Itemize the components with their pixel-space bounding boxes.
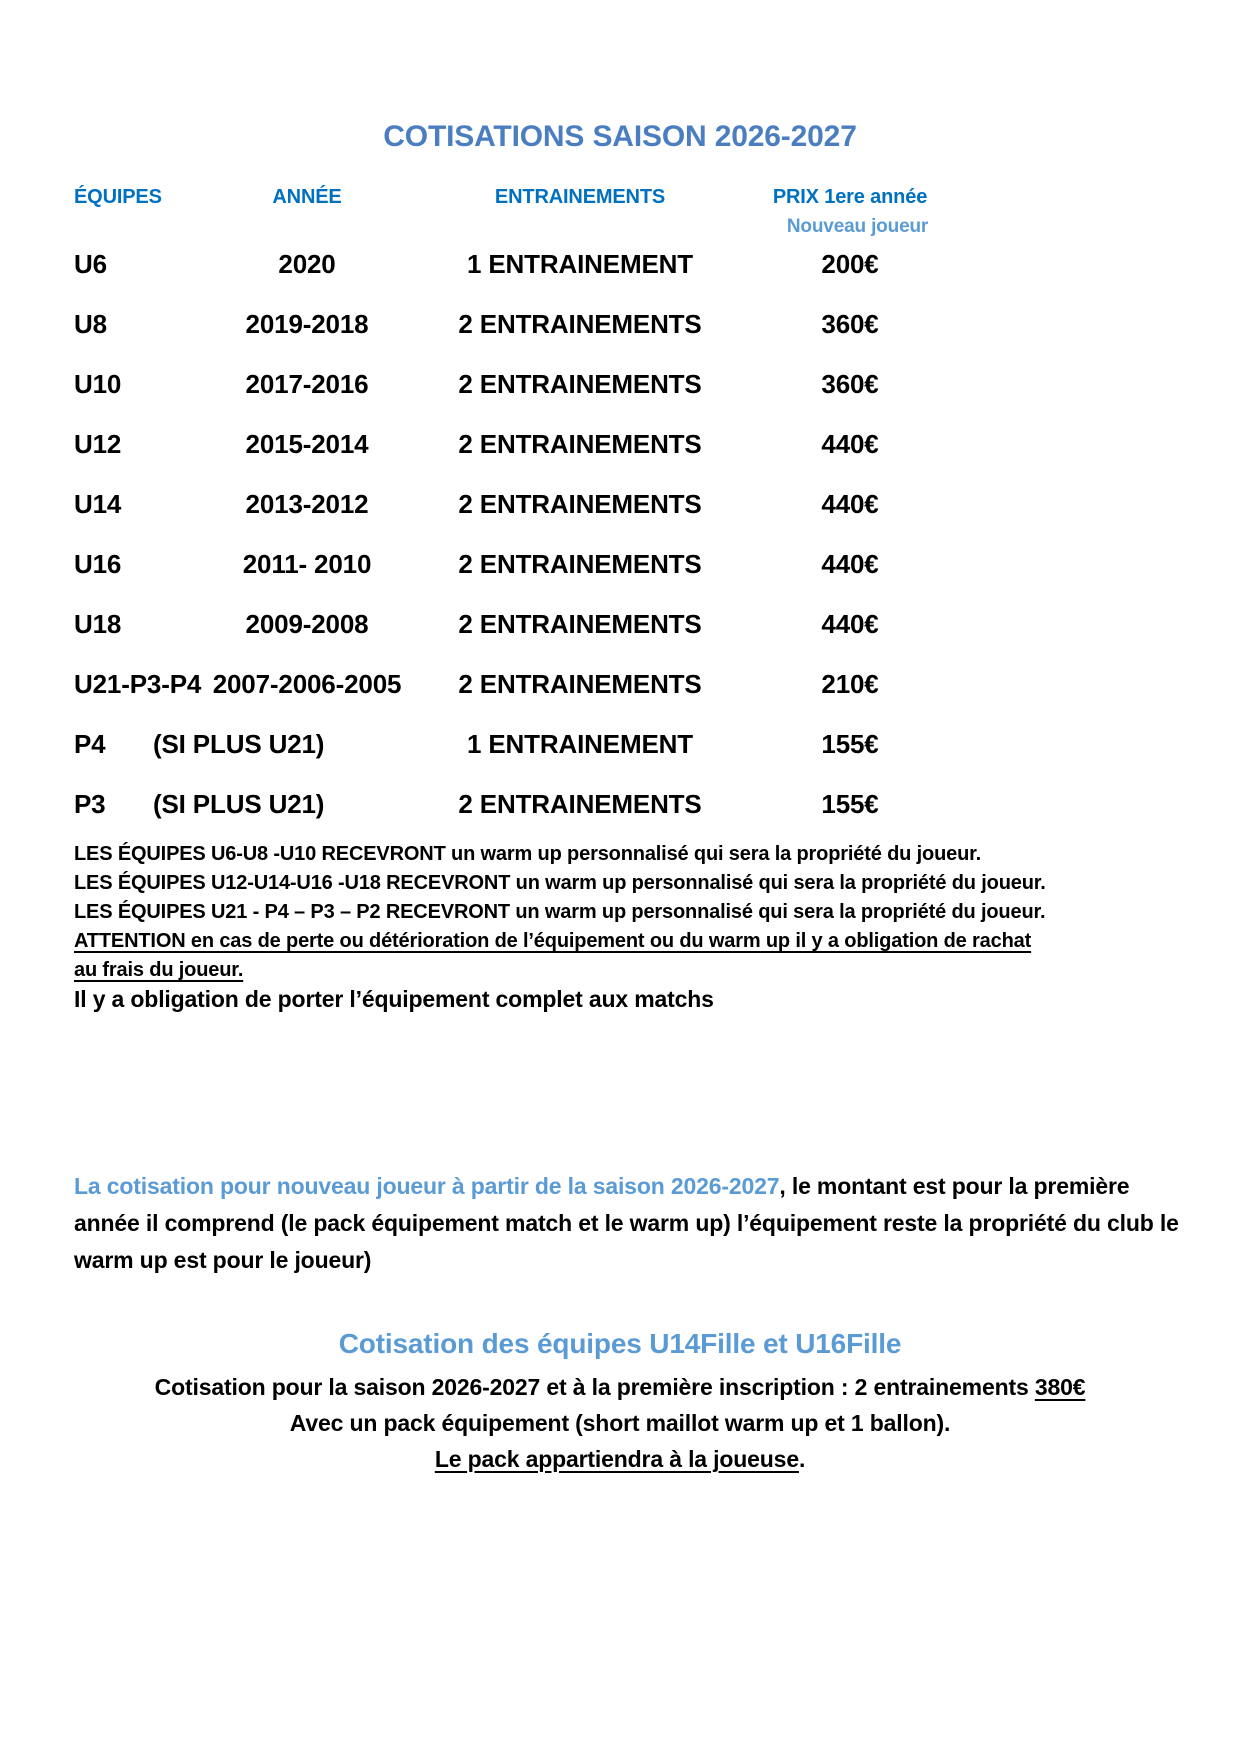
girls-pack-ownership-underlined: Le pack appartiendra à la joueuse	[434, 1446, 799, 1472]
table-row	[74, 488, 1240, 548]
table-header-row	[74, 186, 940, 209]
team-cell: U10	[74, 369, 122, 399]
training-cell: 1 ENTRAINEMENT	[467, 249, 693, 279]
team-cell: U12	[74, 429, 122, 459]
price-cell: 360€	[821, 369, 879, 399]
year-cell: 2019-2018	[245, 309, 369, 339]
col-header-annee: ANNÉE	[272, 186, 342, 208]
table-row	[74, 248, 1240, 308]
col-header-entrainements: ENTRAINEMENTS	[494, 186, 666, 208]
table-row	[74, 608, 1240, 668]
girls-section-title: Cotisation des équipes U14Fille et U16Fille	[338, 1328, 902, 1359]
year-cell: 2017-2016	[245, 369, 369, 399]
girls-pack-ownership-period: .	[798, 1446, 806, 1472]
girls-pack-line: Avec un pack équipement (short maillot warm up et 1 ballon).	[289, 1410, 951, 1436]
attention-note-line1: ATTENTION en cas de perte ou détérioration de l’équipement ou du warm up il y a obligation de rachat	[74, 930, 1032, 952]
price-cell: 155€	[821, 729, 879, 759]
year-cell: 2015-2014	[245, 429, 369, 459]
price-cell: 360€	[821, 309, 879, 339]
table-row	[74, 728, 1240, 788]
page-title: COTISATIONS SAISON 2026-2027	[383, 120, 857, 153]
training-cell: 1 ENTRAINEMENT	[467, 729, 693, 759]
girls-fee-text: Cotisation pour la saison 2026-2027 et à la première inscription : 2 entrainements	[154, 1374, 1035, 1400]
team-cell: U16	[74, 549, 122, 579]
price-cell: 440€	[821, 549, 879, 579]
col-subheader-nouveau-joueur: Nouveau joueur	[786, 216, 929, 237]
note-line-u6-u8-u10: LES ÉQUIPES U6-U8 -U10 RECEVRONT un warm up personnalisé qui sera la propriété du joueur.	[74, 843, 982, 865]
training-cell: 2 ENTRAINEMENTS	[458, 309, 702, 339]
training-cell: 2 ENTRAINEMENTS	[458, 669, 702, 699]
fees-table	[0, 248, 1240, 848]
table-row	[74, 788, 1240, 848]
table-row	[74, 308, 1240, 368]
girls-fee-line	[40, 1374, 1200, 1401]
team-cell: P4	[74, 729, 106, 759]
table-row	[74, 368, 1240, 428]
year-cell: 2013-2012	[245, 489, 369, 519]
table-row	[74, 428, 1240, 488]
year-cell: (SI PLUS U21)	[153, 789, 325, 819]
training-cell: 2 ENTRAINEMENTS	[458, 549, 702, 579]
col-header-equipes: ÉQUIPES	[74, 186, 162, 208]
training-cell: 2 ENTRAINEMENTS	[458, 489, 702, 519]
table-row	[74, 548, 1240, 608]
match-equipment-obligation: Il y a obligation de porter l’équipement complet aux matchs	[74, 986, 714, 1012]
note-line-u21-p2: LES ÉQUIPES U21 - P4 – P3 – P2 RECEVRONT un warm up personnalisé qui sera la propriété du joueur.	[74, 901, 1046, 923]
price-cell: 200€	[821, 249, 879, 279]
training-cell: 2 ENTRAINEMENTS	[458, 429, 702, 459]
note-line-u12-u18: LES ÉQUIPES U12-U14-U16 -U18 RECEVRONT un warm up personnalisé qui sera la propriété du joueur.	[74, 872, 1046, 894]
price-cell: 440€	[821, 429, 879, 459]
team-cell: U21-P3-P4	[74, 669, 202, 699]
team-cell: U8	[74, 309, 107, 339]
price-cell: 210€	[821, 669, 879, 699]
year-cell: 2020	[278, 249, 336, 279]
team-cell: U14	[74, 489, 122, 519]
girls-fee-price: 380€	[1034, 1374, 1086, 1400]
col-header-prix: PRIX 1ere année	[772, 186, 928, 208]
year-cell: 2009-2008	[245, 609, 369, 639]
year-cell: (SI PLUS U21)	[153, 729, 325, 759]
year-cell: 2011- 2010	[242, 549, 372, 579]
training-cell: 2 ENTRAINEMENTS	[458, 369, 702, 399]
training-cell: 2 ENTRAINEMENTS	[458, 789, 702, 819]
team-cell: U18	[74, 609, 122, 639]
price-cell: 155€	[821, 789, 879, 819]
girls-pack-ownership-line	[40, 1446, 1200, 1473]
price-cell: 440€	[821, 609, 879, 639]
training-cell: 2 ENTRAINEMENTS	[458, 609, 702, 639]
new-player-fee-paragraph	[74, 1168, 1179, 1279]
attention-note-line2: au frais du joueur.	[74, 959, 244, 981]
table-row	[74, 668, 1240, 728]
equipment-notes	[74, 840, 1184, 985]
year-cell: 2007-2006-2005	[212, 669, 402, 699]
team-cell: U6	[74, 249, 107, 279]
new-player-fee-rest: , le montant est pour la première année il comprend (le pack équipement match et le warm up) l’équipement reste la propriété du club le warm up est pour le joueur)	[74, 1173, 1179, 1273]
price-cell: 440€	[821, 489, 879, 519]
team-cell: P3	[74, 789, 106, 819]
new-player-fee-lead: La cotisation pour nouveau joueur à partir de la saison 2026-2027	[74, 1173, 780, 1199]
